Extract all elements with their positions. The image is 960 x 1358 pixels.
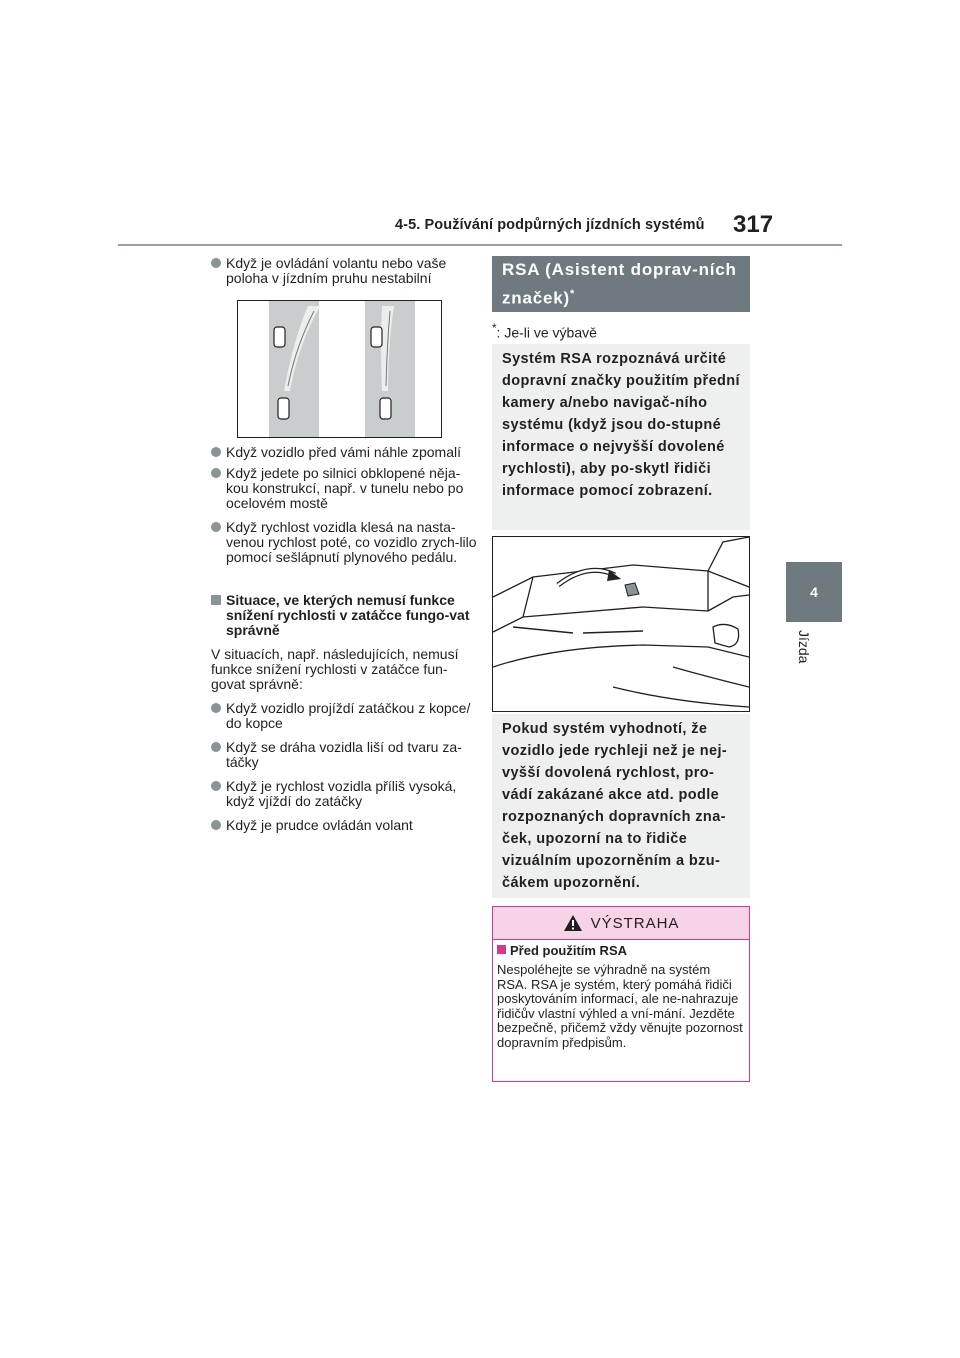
- section-intro: V situacích, např. následujících, nemusí funkce snížení rychlosti v zatáčce fun-govat správně:: [211, 646, 459, 692]
- list-item: Když se dráha vozidla liší od tvaru za-táčky: [211, 740, 478, 770]
- system-behavior-box: Pokud systém vyhodnotí, že vozidlo jede rychleji než je nej-vyšší dovolená rychlost, pro-vádí zakázané akce atd. podle rozpoznaných dopravních zna-ček, upozorní na to řidiče vizuálním upozorněním a bzu-čákem upozornění.: [492, 714, 750, 898]
- warning-box: [492, 906, 750, 1082]
- chapter-tab-number: 4: [786, 562, 842, 622]
- header-divider: [118, 244, 842, 246]
- windshield-illustration: [493, 537, 749, 711]
- section-header-title: 4-5. Používání podpůrných jízdních systémů: [395, 217, 705, 233]
- warning-triangle-icon: [563, 914, 583, 932]
- intro-box: Systém RSA rozpoznává určité dopravní značky použitím přední kamery a/nebo navigač-ního systému (když jsou do-stupné informace o nejvyšší dovolené rychlosti), aby po-skytl řidiči informace pomocí zobrazení.: [492, 344, 750, 530]
- chapter-tab-label: Jízda: [796, 630, 812, 664]
- page-number: 317: [733, 211, 774, 238]
- section-title-band: [492, 256, 750, 312]
- section-title: RSA (Asistent doprav-ních značek): [502, 260, 737, 308]
- list-item: Když vozidlo projíždí zatáčkou z kopce/ do kopce: [211, 701, 478, 731]
- list-item: Když je ovládání volantu nebo vaše poloha v jízdním pruhu nestabilní: [211, 256, 478, 286]
- warning-body: Nespoléhejte se výhradně na systém RSA. RSA je systém, který pomáhá řidiči poskytováním informací, ale ne-nahrazuje řidičův vlastní výhled a vní-mání. Jezděte bezpečně, přičemž vždy věnujte pozornost dopravním předpisům.: [497, 962, 743, 1050]
- warning-subheading: Před použitím RSA: [497, 943, 627, 958]
- list-item: Když jedete po silnici obklopené něja-kou konstrukcí, např. v tunelu nebo po ocelovém mostě: [211, 466, 478, 511]
- lane-drift-figure: [237, 300, 442, 438]
- footnote: [492, 322, 597, 341]
- list-item: Když vozidlo před vámi náhle zpomalí: [211, 445, 478, 460]
- lane-drift-illustration: [238, 301, 441, 437]
- subsection-heading: Situace, ve kterých nemusí funkce snížení rychlosti v zatáčce fungo-vat správně: [211, 593, 478, 638]
- warning-header: [493, 907, 749, 940]
- footnote-mark: *: [492, 322, 497, 335]
- title-footnote-mark: *: [569, 288, 576, 300]
- list-item: Když je prudce ovládán volant: [211, 818, 478, 833]
- list-item: Když rychlost vozidla klesá na nasta-venou rychlost poté, co vozidlo zrych-lilo pomocí sešlápnutí plynového pedálu.: [211, 520, 478, 565]
- list-item: Když je rychlost vozidla příliš vysoká, když vjíždí do zatáčky: [211, 779, 478, 809]
- warning-title: VÝSTRAHA: [590, 914, 680, 932]
- footnote-text: : Je-li ve výbavě: [496, 324, 597, 341]
- windshield-camera-figure: [492, 536, 750, 712]
